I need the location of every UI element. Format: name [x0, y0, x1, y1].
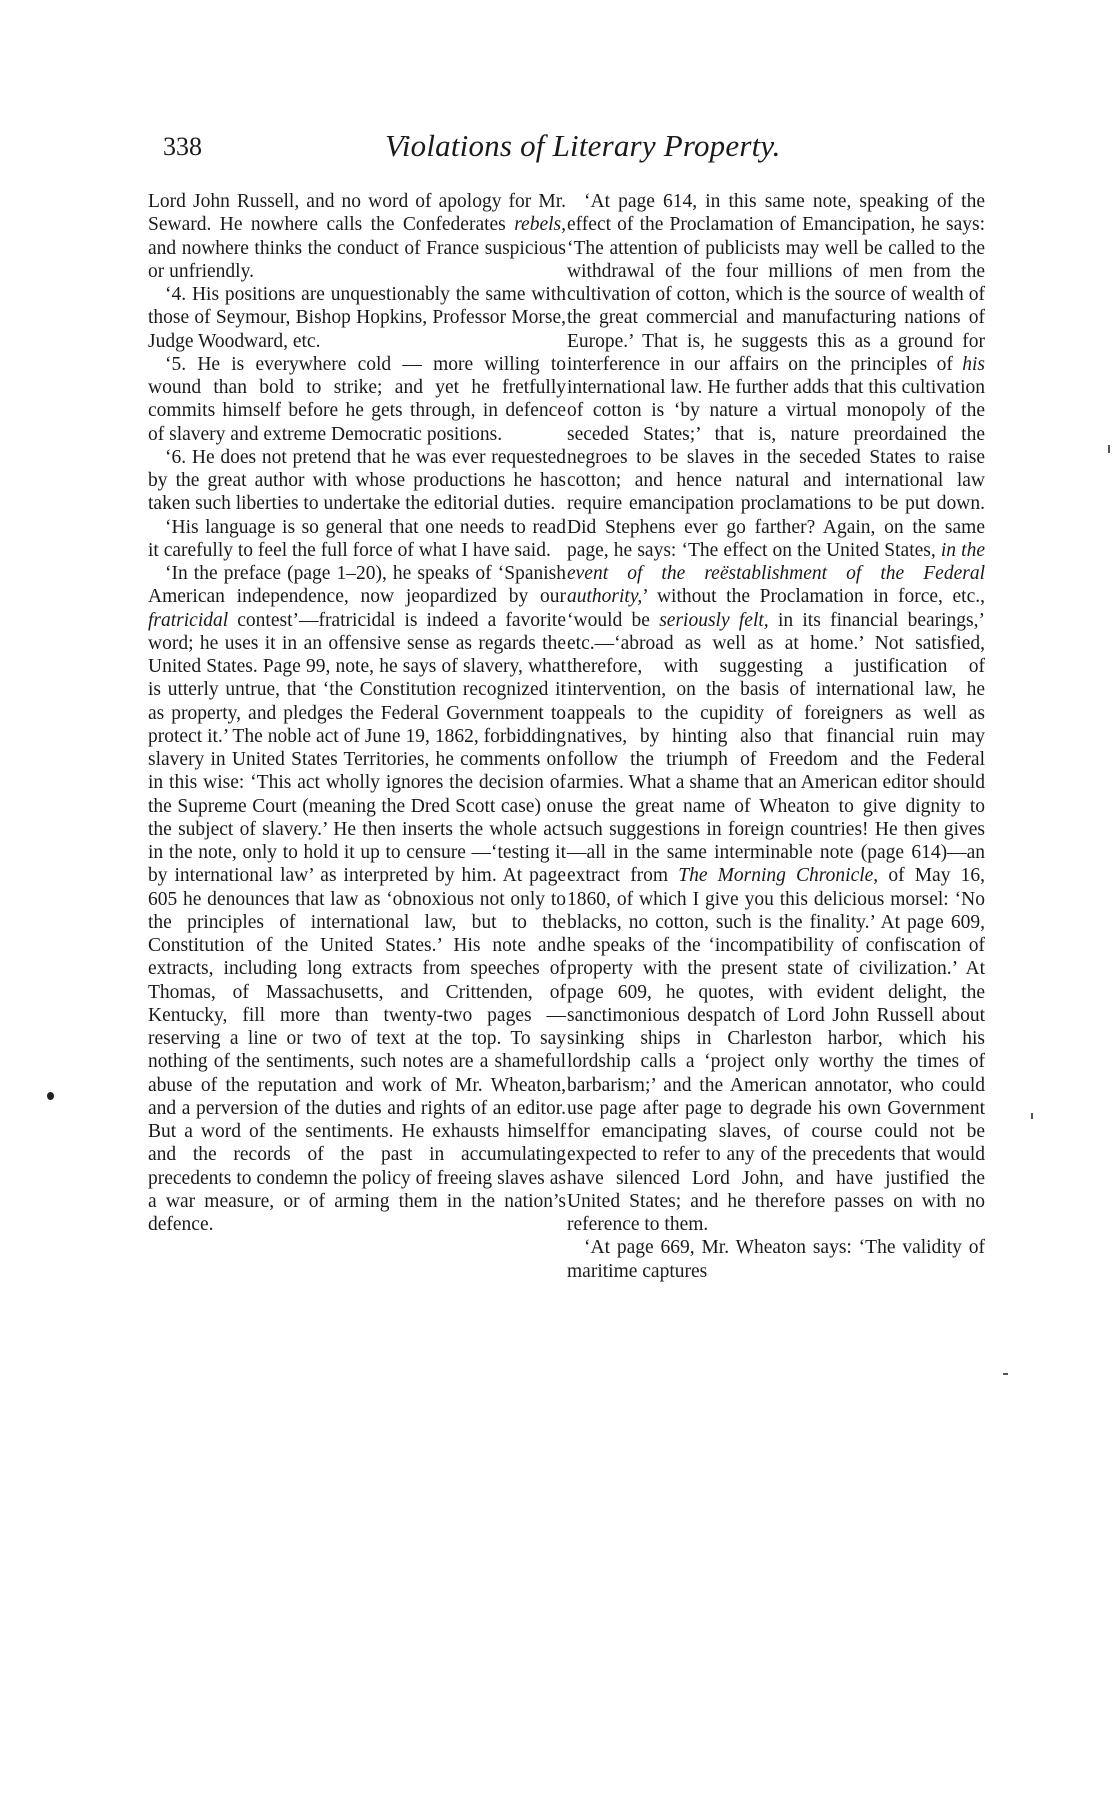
italic-run: The Morning Chronicle,: [678, 865, 879, 887]
page-number: 338: [163, 132, 202, 161]
paragraph: [148, 562, 566, 1236]
right-column: [567, 190, 985, 1283]
italic-run: rebels,: [514, 214, 566, 236]
text-run: ‘At page 614, in this same note, speaking of the effect of the Proclamation of Emancipation, he says: ‘The attention of publicists may well be called to the withdrawal of the four millions of men from the cultivation of cotton, which is the source of wealth of the great commercial and manufacturing nations of Europe.’ That is, he suggests this as a ground for interference in our affairs on the principles of: [567, 191, 985, 375]
paragraph: ‘6. He does not pretend that he was ever requested by the great author with whose productions he has taken such liberties to undertake the editorial duties.: [148, 446, 566, 515]
text-run: contest’—fratricidal is indeed a favorite word; he uses it in an offensive sense as regards the United States. Page 99, note, he says of slavery, what is utterly untrue, that ‘the Constitution recognized it as property, and pledges the Federal Government to protect it.’ The noble act of June 19, 1862, forbidding slavery in United States Territories, he comments on in this wise: ‘This act wholly ignores the decision of the Supreme Court (meaning the Dred Scott case) on the subject of slavery.’ He then inserts the whole act in the note, only to hold it up to censure —‘testing it by international law’ as interpreted by him. At page 605 he denounces that law as ‘obnoxious not only to the principles of international law, but to the Constitution of the United States.’ His note and extracts, including long extracts from speeches of Thomas, of Massachusetts, and Crittenden, of Kentucky, fill more than twenty-two pages — reserving a line or two of text at the top. To say nothing of the sentiments, such notes are a shameful abuse of the reputation and work of Mr. Wheaton, and a perversion of the duties and rights of an editor. But a word of the sentiments. He exhausts himself and the records of the past in accumulating precedents to condemn the policy of freeing slaves as a war measure, or of arming them in the nation’s defence.: [148, 609, 566, 1235]
text-run: international law. He further adds that this cultivation of cotton is ‘by nature a virtual monopoly of the seceded States;’ that is, nature preordained the negroes to be slaves in the seceded States to raise cotton; and hence natural and international law require emancipation proclamations to be put down. Did Stephens ever go farther? Again, on the same page, he says: ‘The effect on the United States,: [567, 377, 985, 561]
paragraph: ‘5. He is everywhere cold — more willing to wound than bold to strike; and yet he fretfully commits himself before he gets through, in defence of slavery and extreme Democratic positions.: [148, 353, 566, 445]
paragraph: ‘4. His positions are unquestionably the same with those of Seymour, Bishop Hopkins, Professor Morse, Judge Woodward, etc.: [148, 284, 566, 352]
italic-run: his: [962, 353, 985, 375]
ink-speck: [1031, 1113, 1033, 1119]
italic-run: fratricidal: [148, 609, 229, 631]
text-run: of May 16, 1860, of which I give you this delicious morsel: ‘No blacks, no cotton, such is the finality.’ At page 609, he speaks of the ‘incompatibility of confiscation of property with the present state of civilization.’ At page 609, he quotes, with evident delight, the sanctimonious despatch of Lord John Russell about sinking ships in Charleston harbor, which his lordship calls a ‘project only worthy the times of barbarism;’ and the American annotator, who could use page after page to degrade his own Government for emancipating slaves, of course could not be expected to refer to any of the precedents that would have silenced Lord John, and have justified the United States; and he therefore passes on with no reference to them.: [567, 865, 985, 1235]
paragraph: [567, 190, 985, 1236]
text-run: in its financial bearings,’ etc.—‘abroad as well as at home.’ Not satisfied, therefore, with suggesting a justification of intervention, on the basis of international law, he appeals to the cupidity of foreigners as well as natives, by hinting also that financial ruin may follow the triumph of Freedom and the Federal armies. What a shame that an American editor should use the great name of Wheaton to give dignity to such suggestions in foreign countries! He then gives—all in the same interminable note (page 614)—an extract from: [567, 609, 985, 887]
text-run: ’ without the Proclamation in force, etc., ‘would be: [567, 586, 985, 631]
text-run: Lord John Russell, and no word of apology for Mr. Seward. He nowhere calls the Confederates: [148, 191, 566, 236]
ink-speck: [47, 1092, 54, 1100]
left-column: [148, 190, 566, 1236]
italic-run: seriously felt,: [659, 609, 769, 631]
text-run: and nowhere thinks the conduct of France suspicious or unfriendly.: [148, 237, 566, 282]
ink-speck: [1003, 1373, 1008, 1375]
paragraph: [148, 190, 566, 283]
running-title: Violations of Literary Property.: [385, 128, 781, 163]
paragraph: ‘At page 669, Mr. Wheaton says: ‘The validity of maritime captures: [567, 1237, 985, 1282]
text-run: ‘In the preface (page 1–20), he speaks of ‘Spanish American independence, now jeopardized by our: [148, 563, 566, 608]
italic-run: in the event of the reëstablishment of the Federal authority,: [567, 539, 985, 608]
ink-speck: [1108, 445, 1110, 453]
paragraph: ‘His language is so general that one needs to read it carefully to feel the full force of what I have said.: [148, 516, 566, 561]
